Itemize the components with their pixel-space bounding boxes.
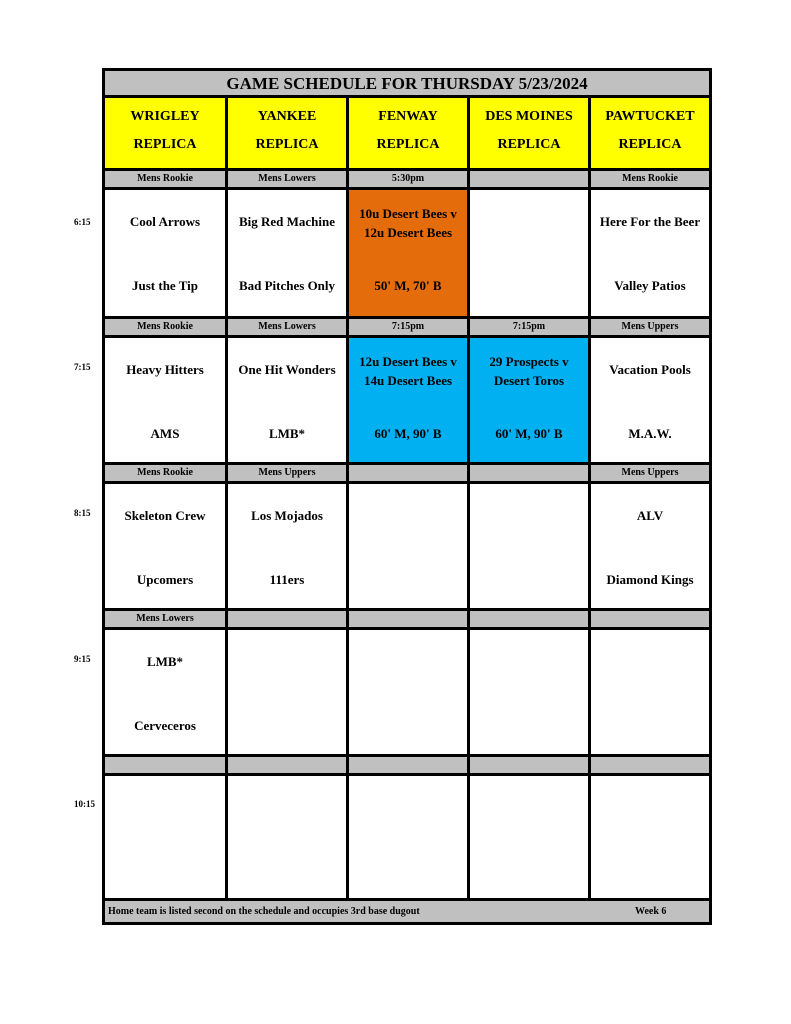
division-label: Mens Rookie (137, 321, 193, 332)
division-band (105, 171, 709, 190)
division-label: Mens Lowers (136, 613, 194, 624)
game-cell-empty (349, 484, 467, 608)
away-team: Los Mojados (251, 508, 323, 523)
away-team: ALV (636, 508, 664, 523)
game-cell-empty (470, 190, 588, 316)
field-header-wrigley (105, 98, 225, 171)
division-label: Mens Lowers (258, 173, 316, 184)
column-divider (346, 98, 349, 924)
game-cell (228, 338, 346, 462)
field-name: YANKEE (257, 109, 317, 124)
schedule-table (102, 68, 712, 925)
game-cell (591, 484, 709, 608)
division-label (470, 465, 588, 481)
home-team: Cerveceros (134, 718, 196, 733)
division-label: Mens Uppers (621, 467, 679, 478)
time-label-9-15: 9:15 (74, 654, 91, 664)
field-header-fenway (349, 98, 467, 171)
week-label: Week 6 (635, 906, 667, 917)
field-subtitle: REPLICA (133, 137, 197, 152)
matchup (349, 352, 467, 390)
time-label-6-15: 6:15 (74, 217, 91, 227)
home-team: Just the Tip (132, 278, 198, 293)
time-label-8-15: 8:15 (74, 508, 91, 518)
division-label: 7:15pm (512, 321, 546, 332)
away-team: Cool Arrows (129, 214, 201, 229)
field-name: FENWAY (378, 109, 438, 124)
footer-bar (105, 901, 709, 922)
field-header-pawtucket (591, 98, 709, 171)
field-subtitle: REPLICA (376, 137, 440, 152)
away-team: LMB* (146, 654, 184, 669)
division-label: Mens Rookie (622, 173, 678, 184)
field-dimensions: 50' M, 70' B (374, 278, 442, 293)
away-team: Big Red Machine (238, 214, 336, 229)
division-label: Mens Uppers (258, 467, 316, 478)
matchup (470, 352, 588, 390)
away-team: One Hit Wonders (238, 362, 336, 377)
division-label: Mens Uppers (621, 321, 679, 332)
division-label: Mens Rookie (137, 467, 193, 478)
field-subtitle: REPLICA (255, 137, 319, 152)
game-cell (228, 190, 346, 316)
time-label-7-15: 7:15 (74, 362, 91, 372)
home-team: Valley Patios (614, 278, 686, 293)
division-band (105, 465, 709, 484)
home-team: M.A.W. (628, 426, 672, 441)
youth-game-cell (349, 338, 467, 462)
division-label (591, 611, 709, 627)
matchup-line-1: 12u Desert Bees v (359, 354, 457, 369)
matchup (349, 204, 467, 242)
field-header-des-moines (470, 98, 588, 171)
division-label (470, 171, 588, 187)
field-dimensions: 60' M, 90' B (495, 426, 563, 441)
field-subtitle: REPLICA (497, 137, 561, 152)
game-cell (105, 338, 225, 462)
away-team: Vacation Pools (609, 362, 691, 377)
away-team: Heavy Hitters (126, 362, 204, 377)
game-cell (105, 630, 225, 754)
division-label: 5:30pm (391, 173, 425, 184)
game-cell (105, 190, 225, 316)
division-band (105, 757, 709, 776)
home-team: Diamond Kings (606, 572, 694, 587)
page-title: GAME SCHEDULE FOR THURSDAY 5/23/2024 (105, 71, 709, 98)
game-cell (105, 484, 225, 608)
field-header-yankee (228, 98, 346, 171)
matchup-line-2: 12u Desert Bees (363, 225, 453, 240)
division-label: 7:15pm (391, 321, 425, 332)
column-divider (467, 98, 470, 924)
game-cell (228, 484, 346, 608)
time-label-10-15: 10:15 (74, 799, 95, 809)
division-label (349, 465, 467, 481)
field-name: PAWTUCKET (605, 109, 695, 124)
field-name: DES MOINES (485, 109, 573, 124)
game-cell-empty (470, 484, 588, 608)
division-label: Mens Rookie (137, 173, 193, 184)
matchup-line-2: 14u Desert Bees (363, 373, 453, 388)
division-label (228, 611, 346, 627)
home-team-note: Home team is listed second on the schedule and occupies 3rd base dugout (108, 906, 420, 917)
field-dimensions: 60' M, 90' B (374, 426, 442, 441)
youth-game-cell (470, 338, 588, 462)
home-team: 111ers (269, 572, 305, 587)
division-label (470, 611, 588, 627)
away-team: Here For the Beer (599, 214, 701, 229)
division-band (105, 611, 709, 630)
away-team: Skeleton Crew (124, 508, 206, 523)
game-cell (591, 338, 709, 462)
youth-game-cell (349, 190, 467, 316)
division-band (105, 319, 709, 338)
home-team: LMB* (268, 426, 306, 441)
division-label: Mens Lowers (258, 321, 316, 332)
field-name: WRIGLEY (130, 109, 200, 124)
home-team: Upcomers (136, 572, 194, 587)
matchup-line-1: 29 Prospects v (489, 354, 569, 369)
column-divider (225, 98, 228, 924)
matchup-line-2: Desert Toros (493, 373, 565, 388)
column-divider (588, 98, 591, 924)
field-subtitle: REPLICA (618, 137, 682, 152)
home-team: AMS (150, 426, 180, 441)
matchup-line-1: 10u Desert Bees v (359, 206, 457, 221)
home-team: Bad Pitches Only (238, 278, 336, 293)
division-label (349, 611, 467, 627)
game-cell (591, 190, 709, 316)
